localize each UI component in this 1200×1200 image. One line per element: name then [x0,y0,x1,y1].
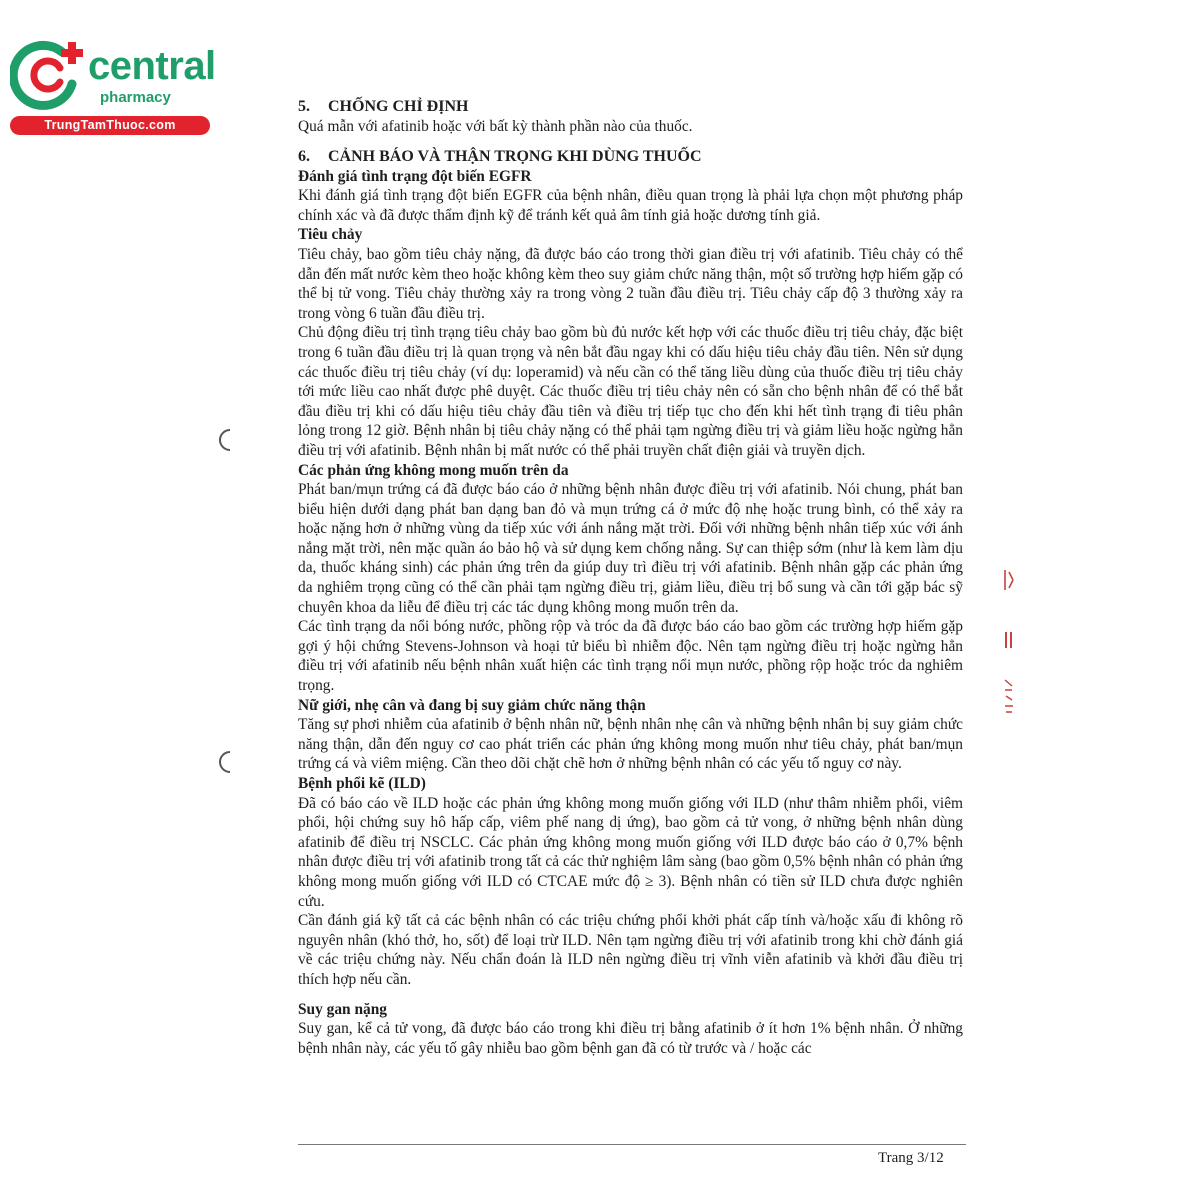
section-5-body: Quá mẫn với afatinib hoặc với bất kỳ thành phần nào của thuốc. [298,118,693,135]
binder-hole-mark [214,749,234,775]
section-heading-5 [298,97,963,117]
paragraph: Cần đánh giá kỹ tất cả các bệnh nhân có các triệu chứng phổi khởi phát cấp tính và/hoặc xấu đi không rõ nguyên nhân (khó thở, ho, sốt) để loại trừ ILD. Nên tạm ngừng điều trị với afatinib trong khi chờ đánh giá về các triệu chứng này. Nếu chẩn đoán là ILD nên ngừng điều trị vĩnh viễn afatinib và khởi đầu điều trị thích hợp nếu cần. [298,912,963,988]
section-number: 5. [298,98,310,115]
subsection-heading: Tiêu chảy [298,226,363,244]
section-number: 6. [298,147,310,165]
page-number: Trang 3/12 [878,1150,944,1166]
logo-brand-name: central [88,44,216,88]
red-stamp-mark [1003,630,1015,650]
central-pharmacy-logo[interactable] [10,36,225,136]
logo-brand-sub: pharmacy [100,89,171,106]
logo-site-link[interactable]: TrungTamThuoc.com [10,116,210,135]
paragraph: Đã có báo cáo về ILD hoặc các phản ứng không mong muốn giống với ILD (như thâm nhiễm phổi, viêm phổi, hội chứng suy hô hấp cấp, viêm phế nang dị ứng), bao gồm cả tử vong, ở những bệnh nhân dùng afatinib để điều trị NSCLC. Các phản ứng không mong muốn giống với ILD được báo cáo ở 0,7% bệnh nhân được điều trị với afatinib trong tất cả các thử nghiệm lâm sàng (bao gồm 0,5% bệnh nhân có phản ứng không mong muốn giống với ILD có CTCAE mức độ ≥ 3). Bệnh nhân có tiền sử ILD chưa được nghiên cứu. [298,794,963,910]
paragraph: Suy gan, kể cả tử vong, đã được báo cáo trong khi điều trị bằng afatinib ở ít hơn 1% bệnh nhân. Ở những bệnh nhân này, các yếu tố gây nhiễu bao gồm bệnh gan đã có từ trước và / hoặc các [298,1020,963,1057]
subsection-heading: Các phản ứng không mong muốn trên da [298,461,569,479]
paragraph: Phát ban/mụn trứng cá đã được báo cáo ở những bệnh nhân được điều trị với afatinib. Nói chung, phát ban biểu hiện dưới dạng phát ban dạng ban đỏ và mụn trứng cá ở mức độ nhẹ hoặc trung bình, có thể xảy ra hoặc nặng hơn ở những vùng da tiếp xúc với ánh nắng mặt trời. Đối với những bệnh nhân tiếp xúc với ánh nắng mặt trời, nên mặc quần áo bảo hộ và sử dụng kem chống nắng. Sự can thiệp sớm (như là kem làm dịu da, thuốc kháng sinh) các phản ứng trên da giúp duy trì điều trị với afatinib. Bệnh nhân gặp các phản ứng da nghiêm trọng cũng có thể cần phải tạm ngừng điều trị, giảm liều, điều trị bổ sung và cần tới gặp bác sỹ chuyên khoa da liễu để điều trị các tác dụng không mong muốn trên da. [298,481,963,616]
paragraph: Chủ động điều trị tình trạng tiêu chảy bao gồm bù đủ nước kết hợp với các thuốc điều trị tiêu chảy, đặc biệt trong 6 tuần đầu điều trị là quan trọng và nên bắt đầu ngay khi có dấu hiệu tiêu chảy đầu tiên. Nên sử dụng các thuốc điều trị tiêu chảy (ví dụ: loperamid) và nếu cần có thể tăng liều dùng của thuốc điều trị tiêu chảy tới mức liều cao nhất được phê duyệt. Các thuốc điều trị tiêu chảy nên có sẵn cho bệnh nhân để có thể bắt đầu điều trị khi có dấu hiệu tiêu chảy đầu tiên và điều trị tiếp tục cho đến khi hết tình trạng đi tiêu phân lỏng trong 12 giờ. Bệnh nhân bị tiêu chảy nặng có thể phải tạm ngừng điều trị và giảm liều hoặc ngừng hẳn điều trị với afatinib. Bệnh nhân bị mất nước có thể phải truyền chất điện giải và truyền dịch. [298,324,963,459]
logo-c-cross-icon [10,38,90,110]
paragraph: Tăng sự phơi nhiễm của afatinib ở bệnh nhân nữ, bệnh nhân nhẹ cân và những bệnh nhân bị suy giảm chức năng thận, dẫn đến nguy cơ cao phát triển các phản ứng không mong muốn như tiêu chảy, phát ban/mụn trứng cá và viêm miệng. Cần theo dõi chặt chẽ hơn ở những bệnh nhân có các yếu tố nguy cơ này. [298,716,963,773]
document-body [298,97,963,1058]
section-title: CHỐNG CHỈ ĐỊNH [328,98,469,115]
subsection-heading: Bệnh phổi kẽ (ILD) [298,775,426,792]
paragraph: Khi đánh giá tình trạng đột biến EGFR của bệnh nhân, điều quan trọng là phải lựa chọn một phương pháp chính xác và đã được thẩm định kỹ để tránh kết quả âm tính giả hoặc dương tính giả. [298,187,963,224]
binder-hole-mark [214,427,234,453]
paragraph: Tiêu chảy, bao gồm tiêu chảy nặng, đã được báo cáo trong thời gian điều trị với afatinib. Tiêu chảy có thể dẫn đến mất nước kèm theo hoặc không kèm theo suy giảm chức năng thận, một số trường hợp hiếm gặp có thể bị tử vong. Tiêu chảy thường xảy ra trong vòng 2 tuần đầu điều trị. Tiêu chảy cấp độ 3 thường xảy ra trong vòng 6 tuần đầu điều trị. [298,245,963,322]
paragraph: Các tình trạng da nổi bóng nước, phồng rộp và tróc da đã được báo cáo bao gồm các trường hợp hiếm gặp gợi ý hội chứng Stevens-Johnson và hoại tử biểu bì nhiễm độc. Nên tạm ngừng điều trị hoặc ngừng hẳn điều trị với afatinib nếu bệnh nhân xuất hiện các tình trạng nổi mụn nước, phồng rộp hoặc tróc da nghiêm trọng. [298,618,963,695]
red-stamp-mark [1002,678,1016,714]
subsection-heading: Đánh giá tình trạng đột biến EGFR [298,167,532,185]
subsection-heading: Nữ giới, nhẹ cân và đang bị suy giảm chức năng thận [298,696,646,714]
subsection-heading: Suy gan nặng [298,1000,387,1018]
footer-rule [298,1144,966,1145]
section-title: CẢNH BÁO VÀ THẬN TRỌNG KHI DÙNG THUỐC [328,147,702,165]
section-heading-6 [298,147,963,167]
red-stamp-mark [1002,568,1016,592]
